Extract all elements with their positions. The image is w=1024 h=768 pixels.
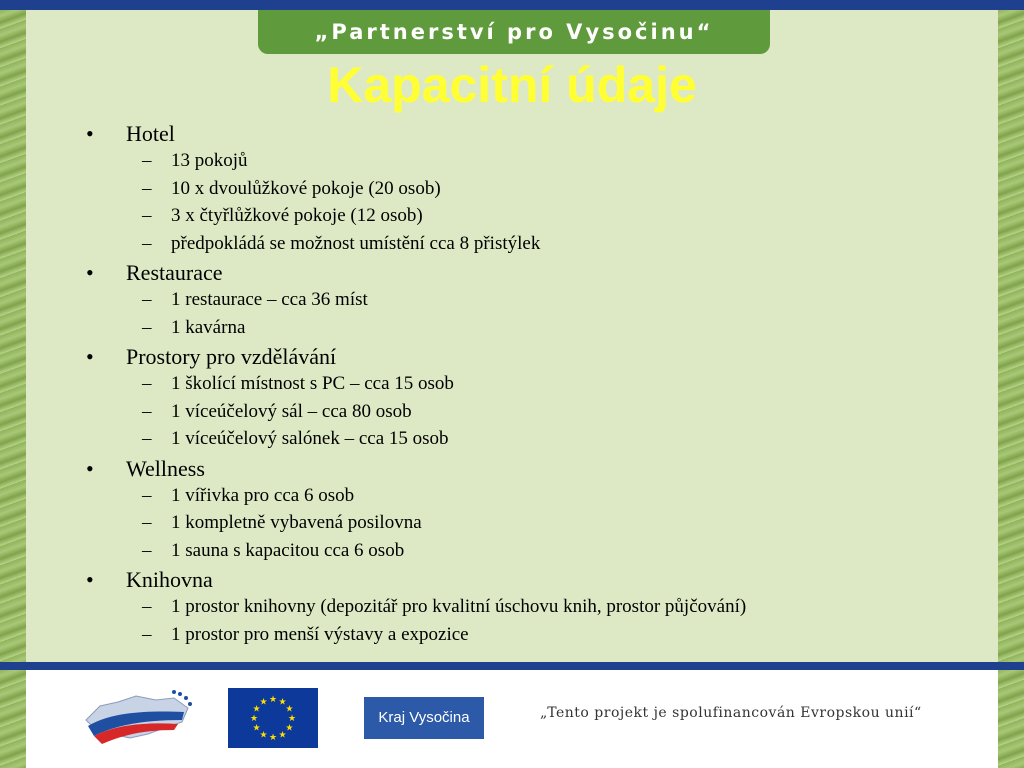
bottom-frame-bar <box>0 662 1024 670</box>
dash-icon: – <box>142 539 152 561</box>
dash-icon: – <box>142 232 152 254</box>
eu-star-icon: ★ <box>259 696 268 707</box>
bullet-icon: • <box>86 260 94 285</box>
sub-item-text: 10 x dvoulůžkové pokoje (20 osob) <box>171 177 441 199</box>
sub-item <box>86 149 986 177</box>
sub-item-text: předpokládá se možnost umístění cca 8 přistýlek <box>171 232 541 254</box>
bullet-heading: Hotel <box>126 121 175 146</box>
sub-item <box>86 595 986 623</box>
eu-star-icon: ★ <box>278 729 287 740</box>
eu-star-icon: ★ <box>259 729 268 740</box>
czech-map-logo-icon <box>78 684 196 748</box>
slide-title: Kapacitní údaje <box>327 57 697 113</box>
eu-star-icon: ★ <box>268 732 278 742</box>
bullet-heading: Prostory pro vzdělávání <box>126 344 337 369</box>
bullet-heading: Knihovna <box>126 567 213 592</box>
bullet-icon: • <box>86 567 94 592</box>
sub-item <box>86 204 986 232</box>
dash-icon: – <box>142 400 152 422</box>
sub-item <box>86 177 986 205</box>
funding-note: „Tento projekt je spolufinancován Evropskou unií“ <box>540 705 922 721</box>
eu-star-icon: ★ <box>249 713 259 723</box>
sub-item <box>86 316 986 344</box>
bullet-icon: • <box>86 344 94 369</box>
bullet-item <box>86 259 986 288</box>
dash-icon: – <box>142 289 152 310</box>
dash-icon: – <box>142 205 152 226</box>
bullet-item <box>86 566 986 595</box>
bullet-icon: • <box>86 455 94 481</box>
dash-icon: – <box>142 177 152 199</box>
sub-item-text: 1 víceúčelový sál – cca 80 osob <box>171 400 412 422</box>
eu-star-icon: ★ <box>287 713 297 723</box>
eu-star-icon: ★ <box>285 703 294 714</box>
sub-item-text: 1 kompletně vybavená posilovna <box>171 512 422 533</box>
sub-item-text: 1 vířivka pro cca 6 osob <box>171 484 355 506</box>
eu-star-icon: ★ <box>278 696 287 707</box>
sub-item-text: 1 restaurace – cca 36 míst <box>171 289 368 310</box>
sub-item <box>86 623 986 651</box>
dash-icon: – <box>142 316 152 338</box>
dash-icon: – <box>142 373 152 394</box>
eu-star-icon: ★ <box>252 722 261 733</box>
top-frame-bar <box>0 0 1024 10</box>
dash-icon: – <box>142 596 152 617</box>
bullet-list <box>86 120 986 650</box>
dash-icon: – <box>142 150 152 171</box>
bullet-item <box>86 343 986 372</box>
sub-item-text: 3 x čtyřlůžkové pokoje (12 osob) <box>171 205 423 226</box>
bullet-item <box>86 120 986 149</box>
sub-item-text: 1 kavárna <box>171 316 246 338</box>
sub-item-text: 1 školící místnost s PC – cca 15 osob <box>171 373 454 394</box>
sub-item-text: 13 pokojů <box>171 150 248 171</box>
dash-icon: – <box>142 428 152 449</box>
bullet-heading: Restaurace <box>126 260 223 285</box>
sub-item-text: 1 sauna s kapacitou cca 6 osob <box>171 539 405 561</box>
kraj-vysocina-logo: Kraj Vysočina <box>364 697 484 739</box>
sub-item <box>86 539 986 567</box>
sub-item <box>86 427 986 455</box>
dash-icon: – <box>142 512 152 533</box>
sub-item <box>86 232 986 260</box>
eu-flag-icon <box>228 688 318 748</box>
bullet-icon: • <box>86 121 94 146</box>
sub-item <box>86 400 986 428</box>
eu-star-icon: ★ <box>268 694 278 704</box>
eu-star-icon: ★ <box>285 722 294 733</box>
dash-icon: – <box>142 484 152 506</box>
bullet-item <box>86 455 986 484</box>
dash-icon: – <box>142 623 152 645</box>
sub-item <box>86 372 986 400</box>
footer-leaf-left <box>0 670 26 768</box>
footer-leaf-right <box>998 670 1024 768</box>
sub-item <box>86 288 986 316</box>
sub-item <box>86 484 986 512</box>
sub-item-text: 1 víceúčelový salónek – cca 15 osob <box>171 428 449 449</box>
sub-item <box>86 511 986 539</box>
header-banner: „Partnerství pro Vysočinu“ <box>258 10 770 54</box>
eu-star-icon: ★ <box>252 703 261 714</box>
sub-item-text: 1 prostor knihovny (depozitář pro kvalitní úschovu knih, prostor půjčování) <box>171 596 747 617</box>
sub-item-text: 1 prostor pro menší výstavy a expozice <box>171 623 469 645</box>
bullet-heading: Wellness <box>126 455 205 481</box>
slide-content <box>86 120 986 650</box>
